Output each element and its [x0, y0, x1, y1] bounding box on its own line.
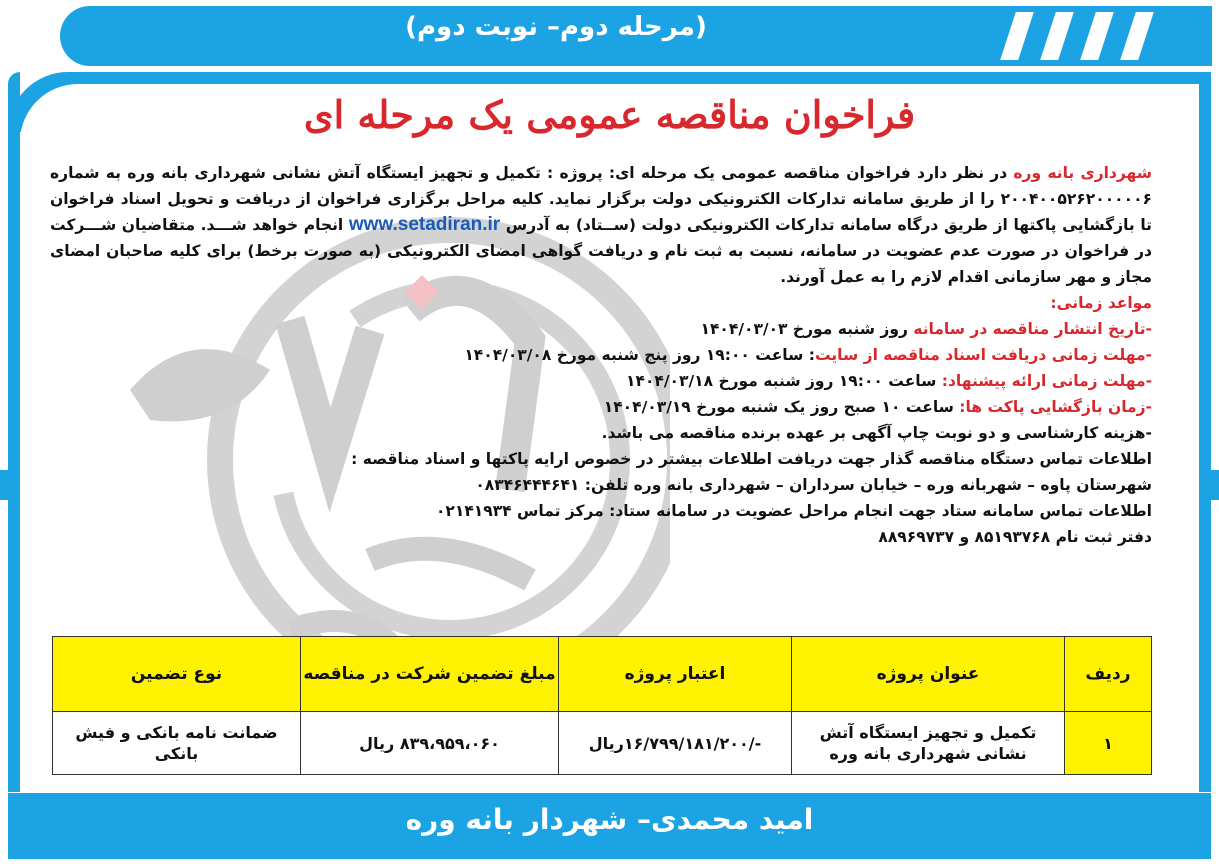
- contact-heading: اطلاعات تماس دستگاه مناقصه گذار جهت دریافت اطلاعات بیشتر در خصوص ارایه پاکتها و اسناد مناقصه :: [351, 450, 1152, 468]
- col-header-guarantee-amount: مبلغ تضمین شرکت در مناقصه: [301, 637, 559, 712]
- website-link[interactable]: www.setadiran.ir: [348, 214, 501, 235]
- schedule-item: -زمان بازگشایی پاکت ها: ساعت ۱۰ صبح روز یک شنبه مورخ ۱۴۰۴/۰۳/۱۹: [603, 398, 1152, 416]
- intro-text-2: انجام خواهد شـــد. متقاضیان شـــرکت در فراخوان در صورت عدم عضویت در سامانه، نسبت به ثبت نام و دریافت گواهی امضای الکترونیکی (به صورت برخط) برای کلیه صاحبان امضای مجاز و مهر سازمانی اقدام لازم را به عمل آورند.: [50, 216, 1152, 286]
- page-title: فراخوان مناقصه عمومی یک مرحله ای: [303, 92, 916, 137]
- frame-right: [1199, 72, 1211, 792]
- schedule-heading: مواعد زمانی:: [1050, 294, 1152, 312]
- cell-guarantee-type: ضمانت نامه بانکی و فیش بانکی: [53, 712, 301, 775]
- cell-guarantee-amount: ۸۳۹،۹۵۹،۰۶۰ ریال: [301, 712, 559, 775]
- address-line: شهرستان پاوه – شهربانه وره – خیابان سرداران – شهرداری بانه وره تلفن: ۰۸۳۴۶۴۴۴۶۴۱: [475, 476, 1152, 494]
- footer-bar: [8, 793, 1211, 859]
- frame-left: [8, 72, 20, 792]
- col-header-guarantee-type: نوع تضمین: [53, 637, 301, 712]
- schedule-item: -تاریخ انتشار مناقصه در سامانه روز شنبه مورخ ۱۴۰۴/۰۳/۰۳: [700, 320, 1152, 338]
- table-row: [53, 712, 1152, 775]
- tender-table: [52, 636, 1152, 775]
- col-header-project-credit: اعتبار پروژه: [559, 637, 792, 712]
- announcement-body: [50, 160, 1152, 550]
- cell-row-no: ۱: [1065, 712, 1152, 775]
- setad-contact-line: اطلاعات تماس سامانه ستاد جهت انجام مراحل عضویت در سامانه ستاد: مرکز تماس ۰۲۱۴۱۹۳۴: [435, 502, 1152, 520]
- col-header-project-title: عنوان پروژه: [792, 637, 1065, 712]
- org-name: شهرداری بانه وره: [1013, 164, 1152, 182]
- col-header-row-no: ردیف: [1065, 637, 1152, 712]
- top-header-bar: [60, 6, 1212, 66]
- cell-project-credit: -/۱۶/۷۹۹/۱۸۱/۲۰۰ریال: [559, 712, 792, 775]
- schedule-item: -مهلت زمانی ارائه پیشنهاد: ساعت ۱۹:۰۰ روز شنبه مورخ ۱۴۰۴/۰۳/۱۸: [626, 372, 1152, 390]
- stage-title: (مرحله دوم– نوبت دوم): [405, 12, 707, 42]
- intro-text-1: در نظر دارد فراخوان مناقصه عمومی یک مرحله ای: پروژه : تکمیل و تجهیز ایستگاه آتش نشانی شهرداری بانه وره به شماره ۲۰۰۴۰۰۵۲۶۲۰۰۰۰۰۶ را از طریق سامانه تدارکات الکترونیکی دولت برگزار نماید. کلیه مراحل برگزاری فراخوان از دریافت و تحویل اسناد فراخوان تا بازگشایی پاکتها از طریق درگاه سامانه تدارکات الکترونیکی دولت (ســتاد) به آدرس: [50, 164, 1152, 234]
- left-side-mark: [0, 470, 14, 500]
- cell-project-title: تکمیل و تجهیز ایستگاه آتش نشانی شهرداری بانه وره: [792, 712, 1065, 775]
- table-header-row: [53, 637, 1152, 712]
- right-side-mark: [1205, 470, 1219, 500]
- intro-paragraph: [50, 160, 1152, 290]
- registry-line: دفتر ثبت نام ۸۵۱۹۳۷۶۸ و ۸۸۹۶۹۷۳۷: [878, 528, 1152, 546]
- footer-signature: امید محمدی– شهردار بانه وره: [405, 803, 814, 836]
- cost-note: -هزینه کارشناسی و دو نوبت چاپ آگهی بر عهده برنده مناقصه می باشد.: [601, 424, 1152, 442]
- schedule-item: -مهلت زمانی دریافت اسناد مناقصه از سایت: ساعت ۱۹:۰۰ روز پنج شنبه مورخ ۱۴۰۴/۰۳/۰۸: [464, 346, 1152, 364]
